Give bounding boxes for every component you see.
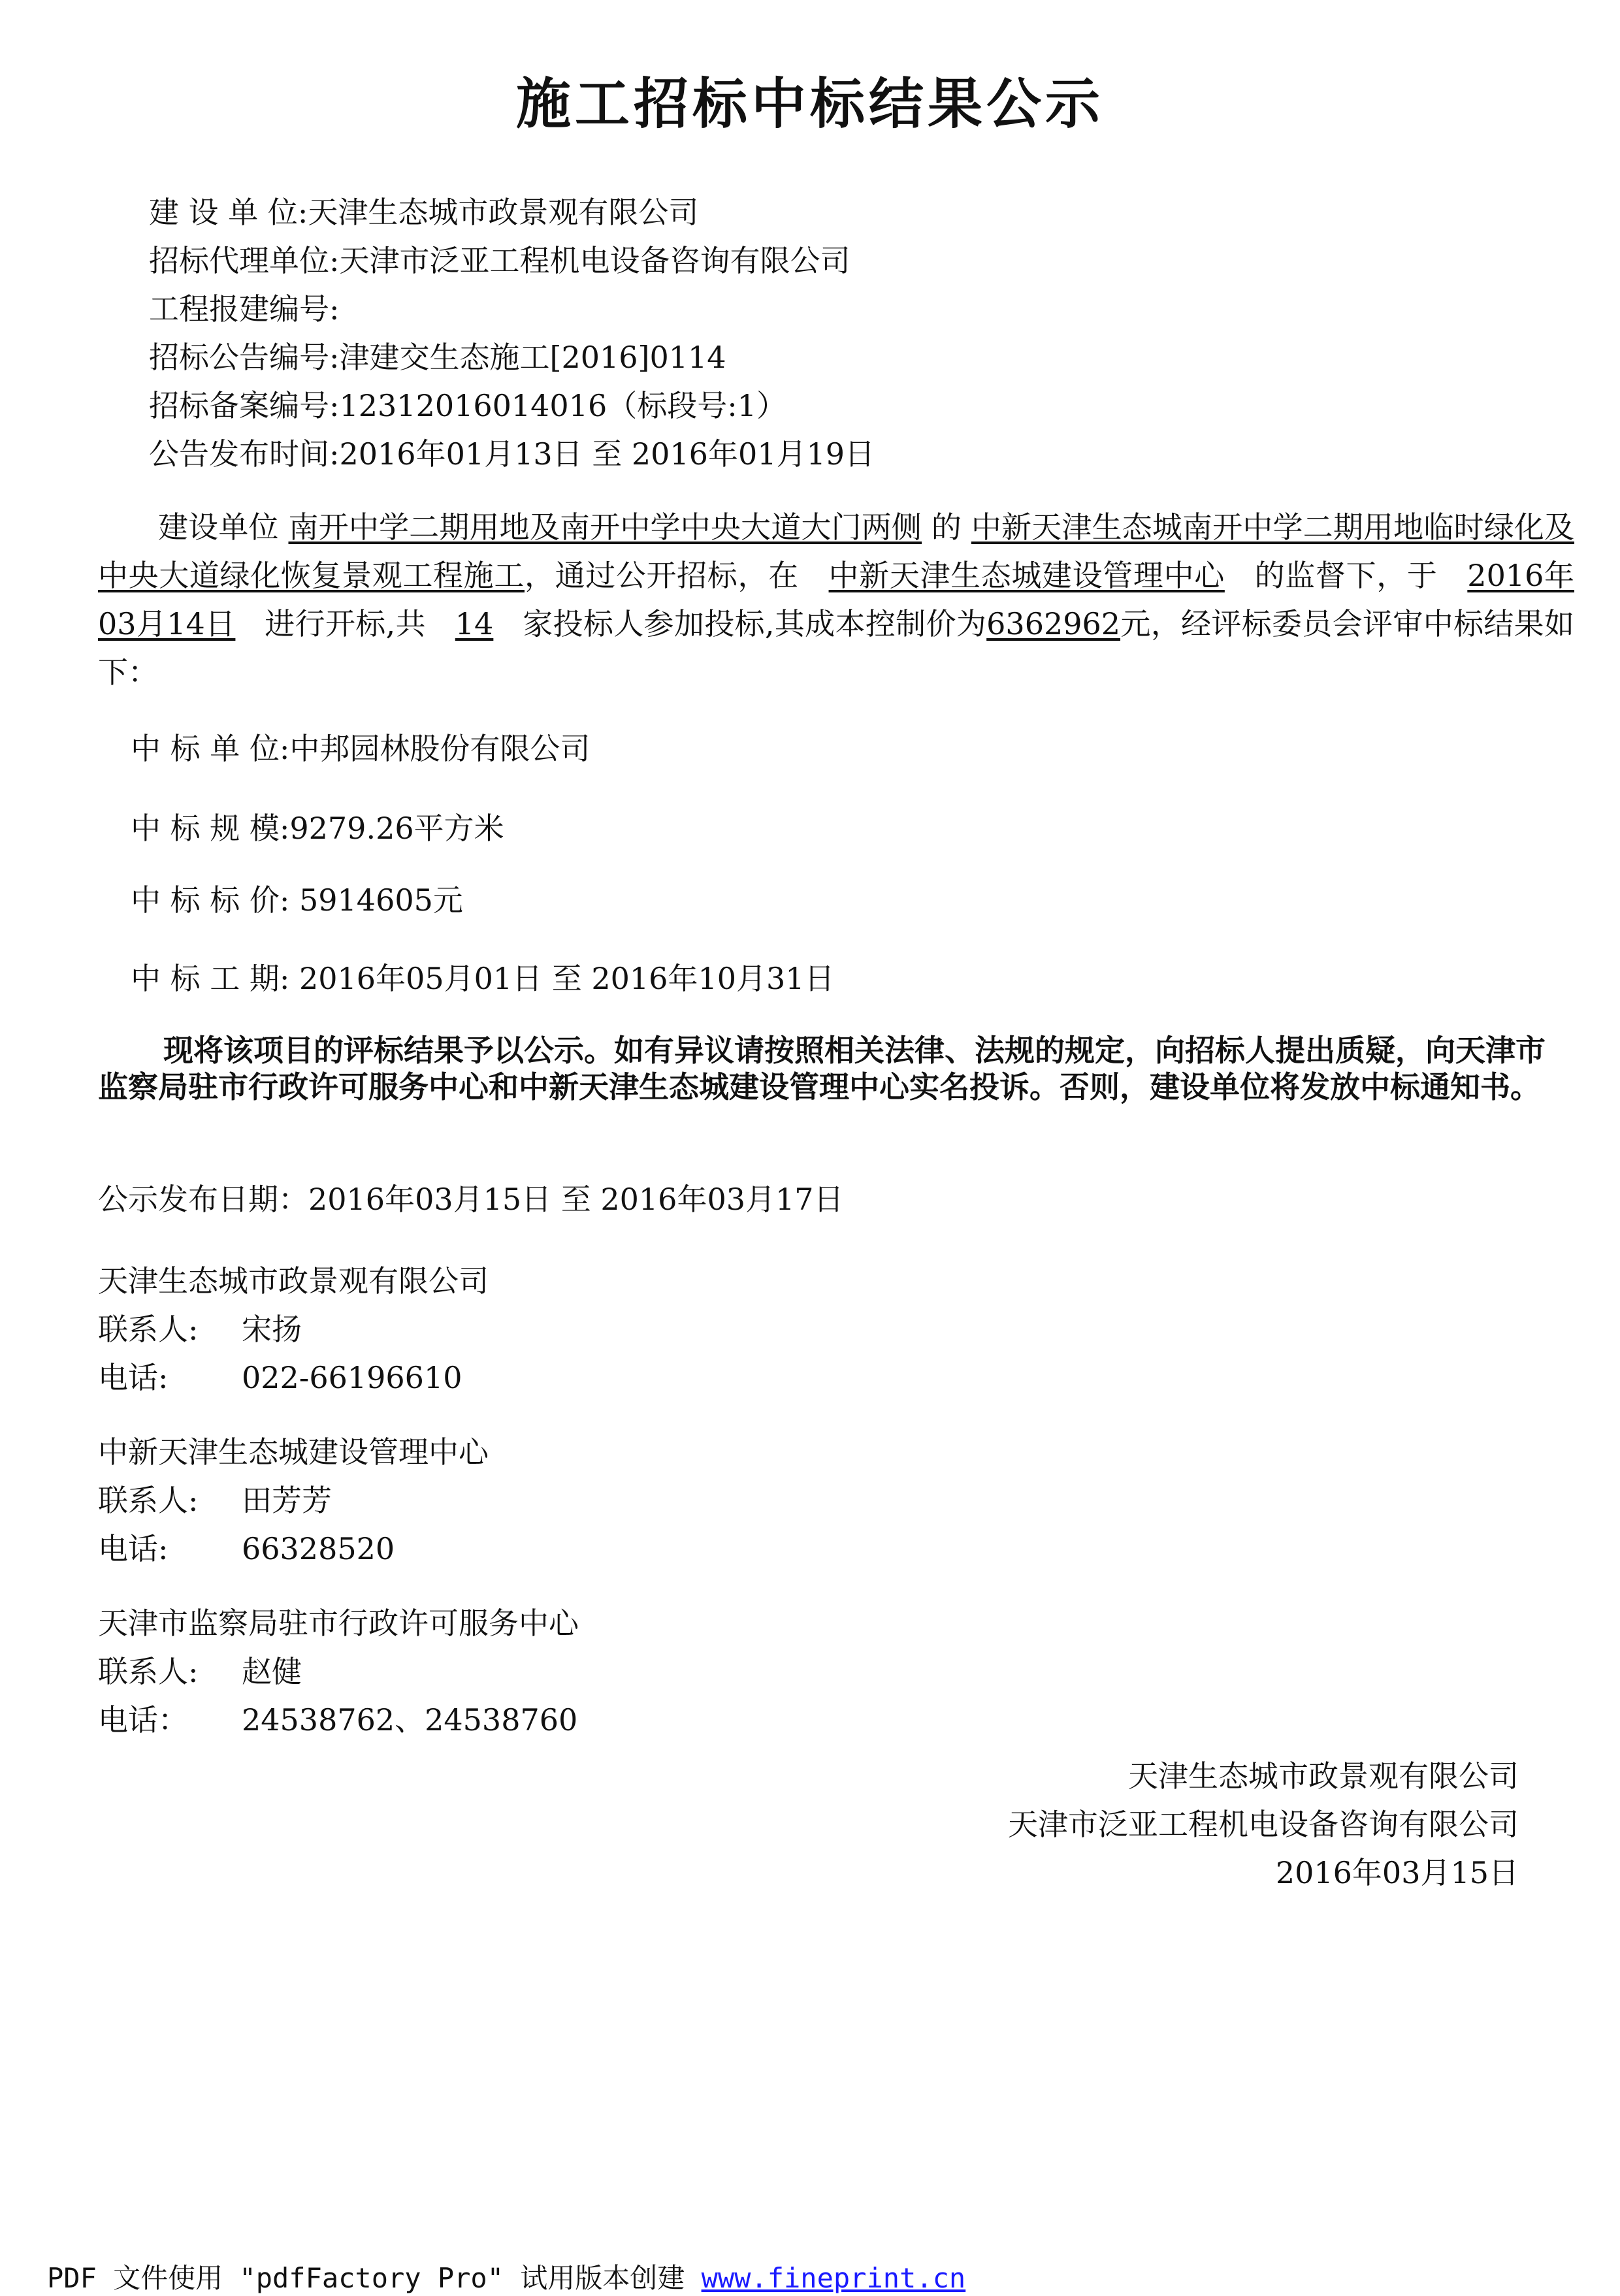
contact-phone-row bbox=[98, 1525, 395, 1568]
contact-person: 赵健 bbox=[242, 1654, 302, 1689]
project-location: 南开中学二期用地及南开中学中央大道大门两侧 bbox=[288, 509, 922, 545]
contact-person-row bbox=[98, 1648, 302, 1691]
info-label: 建 设 单 位: bbox=[149, 195, 308, 230]
para-text: 建设单位 bbox=[158, 509, 279, 545]
signature-date: 2016年03月15日 bbox=[1275, 1855, 1519, 1890]
contact-phone-label: 电话： bbox=[98, 1702, 188, 1738]
pdf-footer bbox=[47, 2257, 965, 2296]
contact-org: 天津市监察局驻市行政许可服务中心 bbox=[98, 1606, 579, 1641]
award-label: 中 标 工 期: bbox=[131, 961, 290, 996]
info-label: 招标代理单位: bbox=[149, 243, 340, 278]
info-value: 天津生态城市政景观有限公司 bbox=[308, 195, 699, 230]
info-label: 招标备案编号: bbox=[149, 388, 340, 423]
contact-phone-row bbox=[98, 1696, 577, 1739]
award-value: 中邦园林股份有限公司 bbox=[289, 731, 591, 766]
signature-org-2: 天津市泛亚工程机电设备咨询有限公司 bbox=[1008, 1807, 1519, 1842]
award-price bbox=[131, 877, 463, 920]
contact-person: 宋扬 bbox=[242, 1312, 302, 1347]
contact-phone-label: 电话: bbox=[98, 1360, 169, 1395]
info-label: 公告发布时间: bbox=[149, 436, 340, 472]
contact-person: 田芳芳 bbox=[242, 1483, 332, 1518]
contact-phone-row bbox=[98, 1354, 462, 1397]
info-value: 12312016014016（标段号:1） bbox=[339, 388, 786, 423]
award-period bbox=[131, 955, 835, 998]
contact-phone: 24538762、24538760 bbox=[242, 1702, 578, 1738]
signature-org-1: 天津生态城市政景观有限公司 bbox=[1128, 1758, 1519, 1794]
award-value: 2016年05月01日 至 2016年10月31日 bbox=[299, 961, 835, 996]
para-text: 进行开标,共 bbox=[265, 606, 426, 641]
info-row-registration-no bbox=[149, 285, 875, 333]
award-label: 中 标 单 位: bbox=[131, 731, 290, 766]
contact-person-row bbox=[98, 1306, 302, 1349]
award-value: 9279.26平方米 bbox=[289, 811, 504, 846]
supervising-agency: 中新天津生态城建设管理中心 bbox=[828, 558, 1225, 593]
info-label: 工程报建编号: bbox=[149, 291, 340, 327]
para-text: 的 bbox=[931, 509, 962, 545]
contact-phone: 022-66196610 bbox=[242, 1360, 462, 1395]
para-text: 的监督下，于 bbox=[1254, 558, 1438, 593]
project-name: 中新天津生态城南开中学二期用地临时绿化及中央大道绿化恢复景观工程施工 bbox=[98, 509, 1575, 593]
para-text: ，通过公开招标，在 bbox=[524, 558, 799, 593]
info-value: 2016年01月13日 至 2016年01月19日 bbox=[339, 436, 875, 472]
award-value: 5914605元 bbox=[299, 882, 463, 918]
public-notice: 现将该项目的评标结果予以公示。如有异议请按照相关法律、法规的规定，向招标人提出质疑，向天津市监察局驻市行政许可服务中心和中新天津生态城建设管理中心实名投诉。否则，建设单位将发放中标通知书。 bbox=[98, 1033, 1546, 1105]
contact-person-label: 联系人: bbox=[98, 1483, 199, 1518]
info-row-owner bbox=[149, 188, 875, 236]
info-value: 天津市泛亚工程机电设备咨询有限公司 bbox=[339, 243, 850, 278]
project-info bbox=[149, 188, 875, 478]
bid-summary-paragraph bbox=[98, 503, 1574, 696]
contact-phone-label: 电话: bbox=[98, 1531, 169, 1566]
info-row-announcement-time bbox=[149, 430, 875, 478]
contact-person-label: 联系人: bbox=[98, 1654, 199, 1689]
award-label: 中 标 标 价: bbox=[131, 882, 290, 918]
contact-person-row bbox=[98, 1477, 332, 1520]
info-label: 招标公告编号: bbox=[149, 340, 340, 375]
award-label: 中 标 规 模: bbox=[131, 811, 290, 846]
cost-control-price: 6362962 bbox=[986, 606, 1121, 641]
award-scale bbox=[131, 805, 504, 848]
para-text: 元，经评标委员会评审中标结果如下： bbox=[98, 606, 1575, 690]
award-winner bbox=[131, 725, 590, 768]
contact-org: 中新天津生态城建设管理中心 bbox=[98, 1434, 489, 1470]
footer-text: PDF 文件使用 "pdfFactory Pro" 试用版本创建 bbox=[47, 2262, 702, 2294]
contact-phone: 66328520 bbox=[242, 1531, 395, 1566]
footer-link[interactable]: www.fineprint.cn bbox=[701, 2262, 966, 2294]
info-value: 津建交生态施工[2016]0114 bbox=[339, 340, 726, 375]
contact-person-label: 联系人: bbox=[98, 1312, 199, 1347]
para-text: 家投标人参加投标,其成本控制价为 bbox=[523, 606, 987, 641]
info-row-filing-no bbox=[149, 381, 875, 430]
page-title: 施工招标中标结果公示 bbox=[515, 72, 1104, 136]
publish-period: 公示发布日期：2016年03月15日 至 2016年03月17日 bbox=[98, 1182, 844, 1217]
bid-open-date: 2016年03月14日 bbox=[98, 558, 1575, 641]
contact-org: 天津生态城市政景观有限公司 bbox=[98, 1263, 489, 1299]
info-row-announcement-no bbox=[149, 333, 875, 381]
bidder-count: 14 bbox=[455, 606, 494, 641]
info-row-agent bbox=[149, 236, 875, 285]
